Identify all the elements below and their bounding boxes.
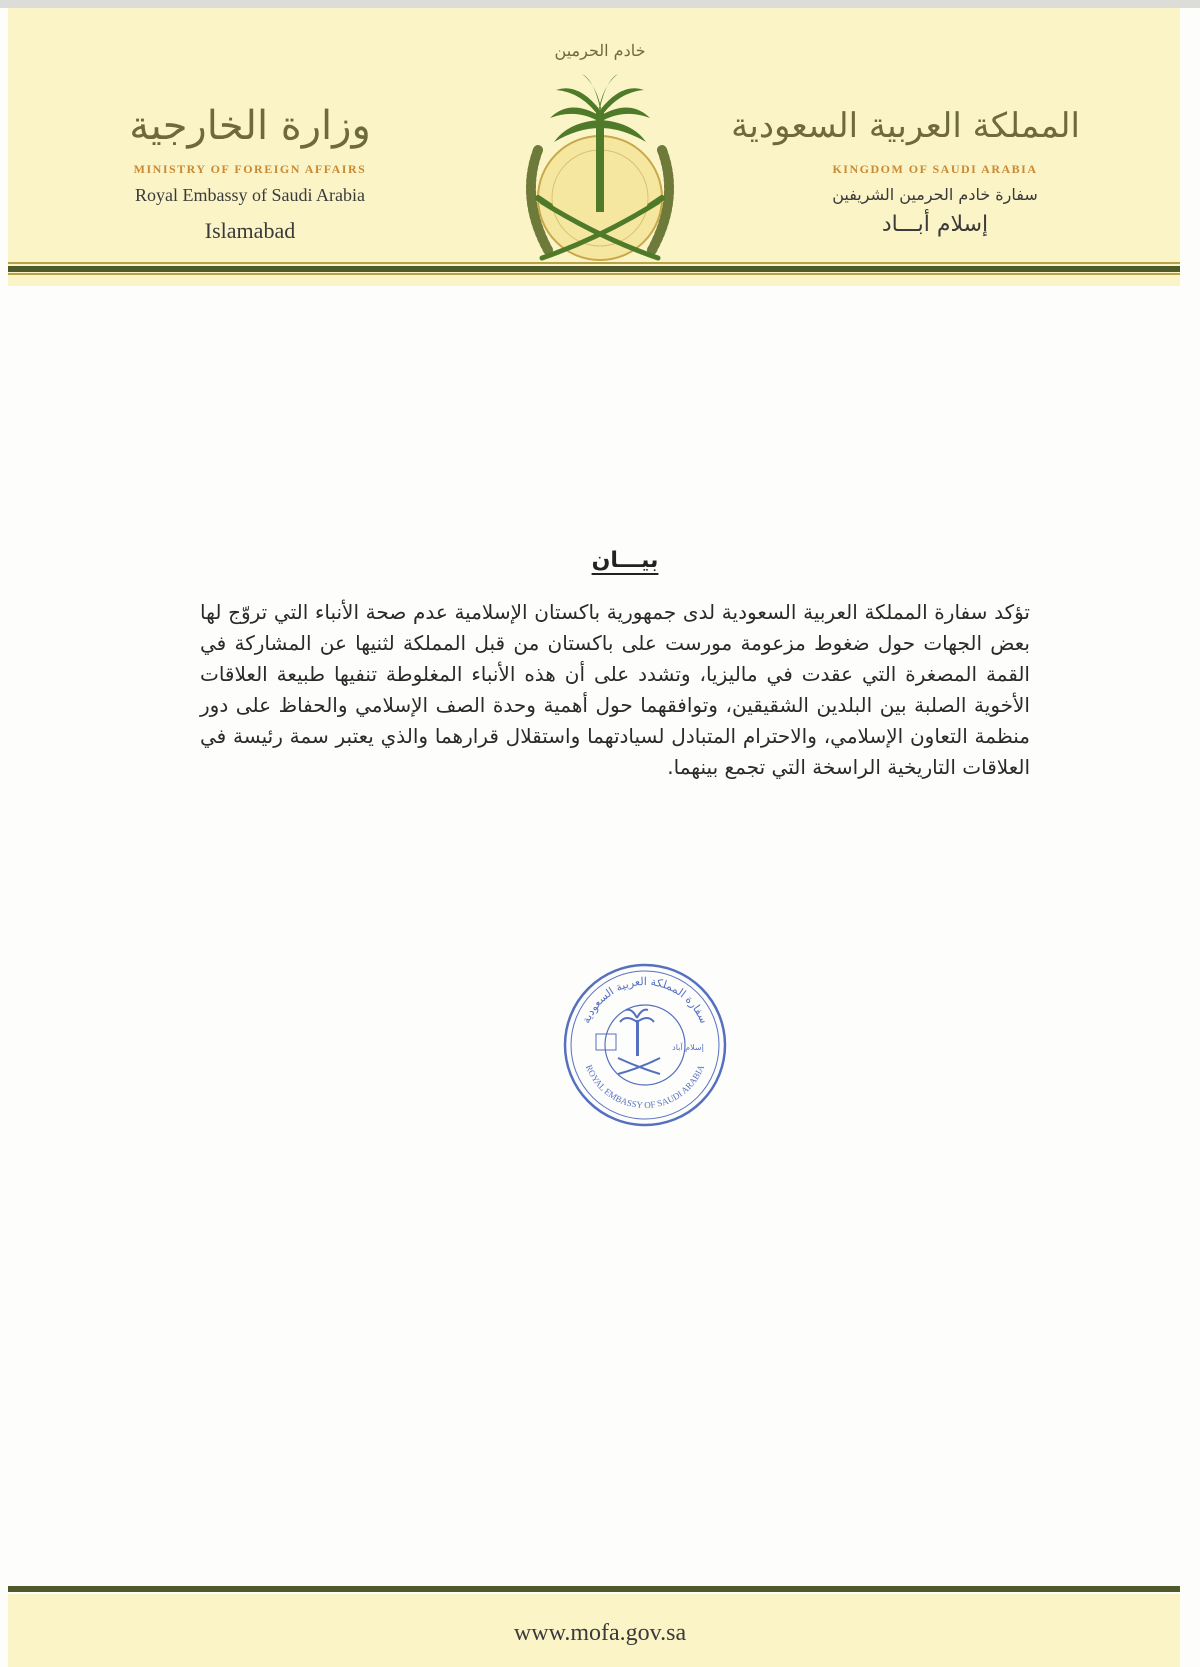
embassy-seal-icon — [560, 960, 730, 1130]
ministry-arabic-title: وزارة الخارجية — [129, 103, 371, 149]
kingdom-english-title: KINGDOM OF SAUDI ARABIA — [832, 162, 1038, 176]
kingdom-arabic-title: المملكة العربية السعودية — [731, 106, 1080, 146]
saudi-emblem-icon — [490, 30, 710, 280]
ministry-english-title: MINISTRY OF FOREIGN AFFAIRS — [133, 162, 367, 176]
letterhead-left — [110, 100, 390, 244]
letterhead-right — [731, 100, 1080, 237]
embassy-english: Royal Embassy of Saudi Arabia — [135, 185, 365, 205]
statement-title: بيـــان — [591, 548, 659, 573]
city-english: Islamabad — [204, 218, 296, 243]
embassy-arabic: سفارة خادم الحرمين الشريفين — [832, 185, 1038, 204]
seal-city-text: إسلام آباد — [672, 1043, 704, 1052]
top-edge — [0, 0, 1200, 8]
footer-url-link[interactable]: www.mofa.gov.sa — [513, 1620, 687, 1646]
statement-body: تؤكد سفارة المملكة العربية السعودية لدى جمهورية باكستان الإسلامية عدم صحة الأنباء التي تروّج لها بعض الجهات حول ضغوط مزعومة مورست على باكستان من قبل المملكة لثنيها عن المشاركة في القمة المصغرة التي عقدت في ماليزيا، وتشدد على أن هذه الأنباء المغلوطة تنفيها طبيعة العلاقات الأخوية الصلبة بين البلدين الشقيقين، وتوافقهما حول أهمية وحدة الصف الإسلامي والحفاظ على دور منظمة التعاون الإسلامي، والاحترام المتبادل لسيادتهما واستقلال قرارهما والذي يعتبر سمة رئيسة في العلاقات التاريخية الراسخة التي تجمع بينهما. — [200, 600, 1030, 779]
seal-english-text: ROYAL EMBASSY OF SAUDI ARABIA — [583, 1063, 707, 1111]
statement-section — [200, 548, 1050, 783]
footer-rule-thick — [8, 1586, 1180, 1592]
city-arabic: إسلام أبـــاد — [881, 212, 989, 237]
emblem-calligraphy: خادم الحرمين — [554, 41, 646, 60]
seal-arabic-text: سفارة المملكة العربية السعودية — [579, 974, 711, 1026]
